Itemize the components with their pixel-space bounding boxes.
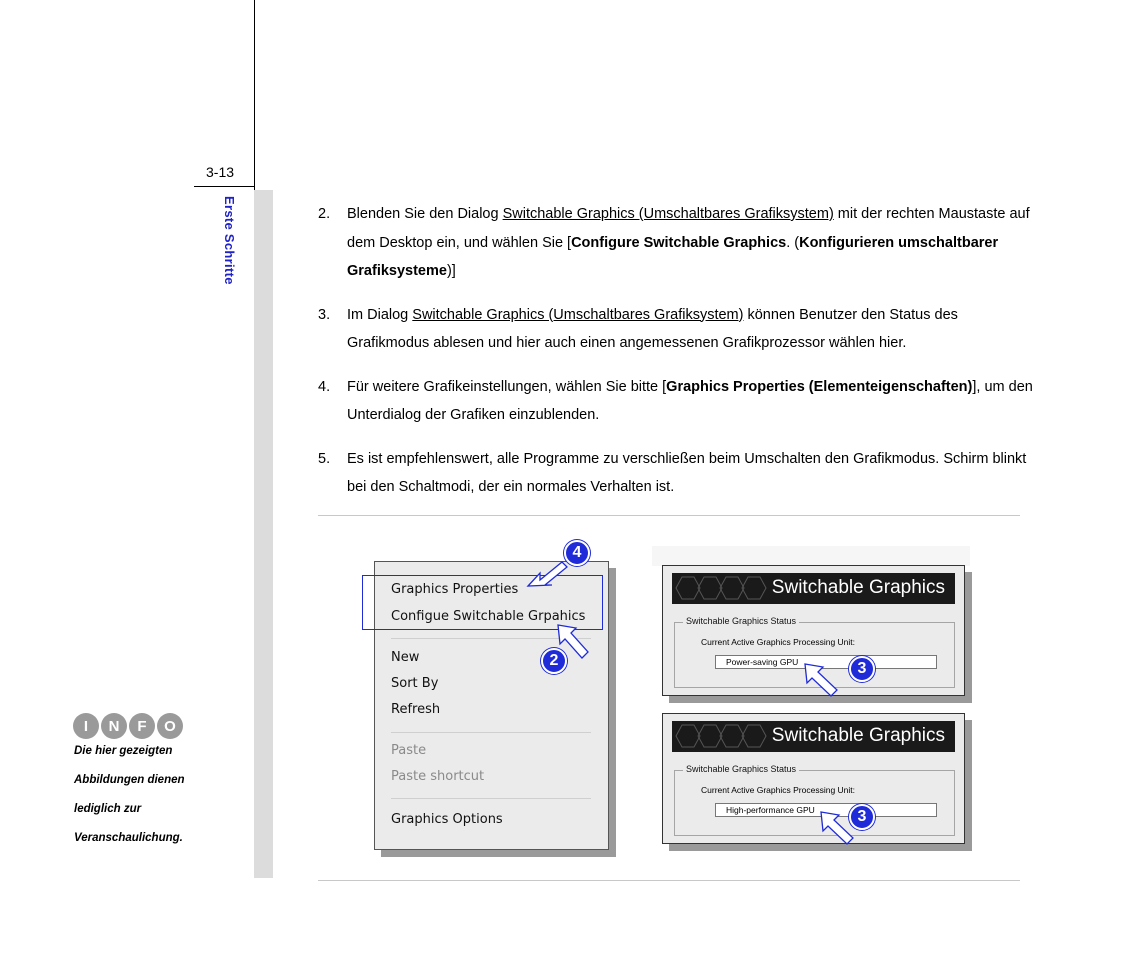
dialog-area-backdrop: [652, 546, 970, 566]
status-group-label: Switchable Graphics Status: [683, 616, 799, 626]
bold-term: Configure Switchable Graphics: [571, 234, 787, 251]
callout-badge-3: 3: [849, 656, 875, 682]
step-number: 4.: [318, 378, 331, 395]
arrow-up-left-icon: [528, 562, 567, 586]
status-group-label: Switchable Graphics Status: [683, 764, 799, 774]
current-gpu-field: High-performance GPU: [715, 803, 937, 817]
step-number: 2.: [318, 206, 331, 222]
dialog-title: Switchable Graphics: [771, 577, 945, 598]
step-item: [318, 373, 1038, 430]
arrow-up-left-icon: [805, 664, 837, 696]
dialog-name: Switchable Graphics (Umschaltbares Grafiksystem): [502, 206, 834, 222]
callout-badge-4: 4: [564, 540, 590, 566]
callout-badge-2: 2: [541, 648, 567, 674]
bold-term: Konfigurieren umschaltbarer Grafiksysteme: [347, 234, 999, 279]
menu-item-paste: Paste: [391, 743, 427, 758]
dialog-title: Switchable Graphics: [771, 725, 945, 746]
current-gpu-label: Current Active Graphics Processing Unit:: [701, 637, 856, 647]
info-line: lediglich zur: [74, 803, 142, 815]
menu-item-graphics-options[interactable]: Graphics Options: [391, 812, 503, 827]
current-gpu-field: Power-saving GPU: [715, 655, 937, 669]
info-letter-i-icon: I: [73, 713, 99, 739]
current-gpu-label: Current Active Graphics Processing Unit:: [701, 785, 856, 795]
step-text: mit der rechten Maustaste auf dem Desktop ein, und wählen Sie [: [347, 206, 1030, 251]
step-text: Im Dialog: [347, 306, 413, 323]
info-logo: [73, 713, 183, 739]
dialog-banner: [672, 573, 955, 604]
info-line: Abbildungen dienen: [74, 774, 185, 786]
info-letter-o-icon: O: [157, 713, 183, 739]
step-number: 5.: [318, 450, 331, 467]
menu-item-new[interactable]: New: [391, 650, 420, 665]
section-divider-bottom: [318, 880, 1020, 881]
step-text: Es ist empfehlenswert, alle Programme zu verschließen beim Umschalten den Grafikmodus. Schirm blinkt bei den Schaltmodi, der ein normales Verhalten ist.: [347, 450, 1027, 495]
info-note: [74, 737, 214, 853]
callout-arrows-dialogs: [795, 650, 855, 850]
step-text: ], um den Unterdialog der Grafiken einzublenden.: [347, 378, 1033, 423]
menu-item-paste-shortcut: Paste shortcut: [391, 769, 485, 784]
step-text: . (: [786, 234, 800, 251]
callout-badge-3: 3: [849, 804, 875, 830]
page-number: 3-13: [206, 164, 235, 180]
menu-item-refresh[interactable]: Refresh: [391, 702, 441, 717]
step-text: )]: [446, 263, 456, 279]
step-item: [318, 445, 1038, 502]
info-line: Veranschaulichung.: [74, 832, 183, 844]
chapter-title: Erste Schritte: [222, 196, 237, 285]
step-number: 3.: [318, 306, 331, 323]
info-letter-n-icon: N: [101, 713, 127, 739]
section-divider-top: [318, 515, 1020, 516]
dialog-name: Switchable Graphics (Umschaltbares Grafiksystem): [412, 306, 744, 323]
step-list: [318, 200, 1038, 517]
menu-separator: [391, 798, 591, 799]
bold-term: Graphics Properties (Elementeigenschaften): [666, 378, 973, 395]
step-text: Blenden Sie den Dialog: [347, 206, 503, 222]
menu-separator: [391, 732, 591, 733]
step-text: können Benutzer den Status des Grafikmodus ablesen und hier auch einen angemessenen Grafikprozessor wählen hier.: [347, 306, 958, 351]
menu-item-configure-switchable[interactable]: Configue Switchable Grpahics: [391, 609, 586, 624]
step-item: [318, 200, 1038, 286]
step-text: Für weitere Grafikeinstellungen, wählen Sie bitte [: [347, 378, 667, 395]
side-strip: [254, 190, 273, 878]
header-rule: [194, 186, 254, 187]
menu-item-graphics-properties[interactable]: Graphics Properties: [391, 582, 519, 597]
info-letter-f-icon: F: [129, 713, 155, 739]
info-line: Die hier gezeigten: [74, 745, 173, 757]
step-item: [318, 301, 1038, 358]
menu-item-sort-by[interactable]: Sort By: [391, 676, 439, 691]
